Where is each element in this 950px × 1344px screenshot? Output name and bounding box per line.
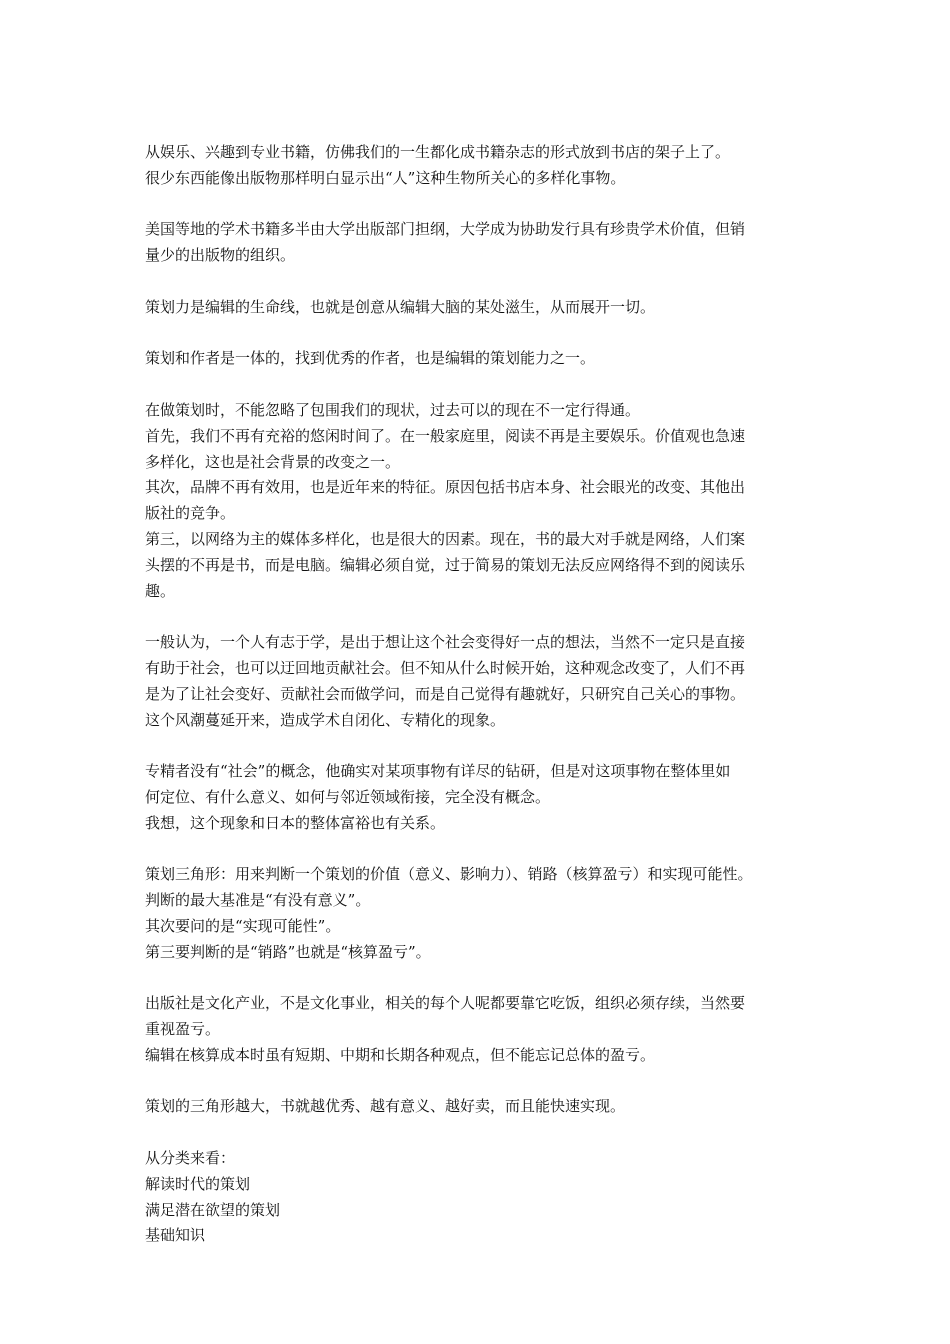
text-line: 编辑在核算成本时虽有短期、中期和长期各种观点，但不能忘记总体的盈亏。 <box>145 1045 656 1064</box>
paragraph-gap <box>145 1120 813 1146</box>
text-line: 是为了让社会变好、贡献社会而做学问，而是自己觉得有趣就好，只研究自己关心的事物。 <box>145 684 746 703</box>
text-line: 从娱乐、兴趣到专业书籍，仿佛我们的一生都化成书籍杂志的形式放到书店的架子上了。 <box>145 143 731 161</box>
text-line: 量少的出版物的组织。 <box>145 246 296 265</box>
text-line: 策划力是编辑的生命线，也就是创意从编辑大脑的某处滋生，从而展开一切。 <box>145 297 656 316</box>
paragraph-gap <box>145 733 813 759</box>
document-page <box>145 140 813 1249</box>
text-line: 专精者没有“社会”的概念，他确实对某项事物有详尽的钻研，但是对这项事物在整体里如 <box>145 762 731 781</box>
text-line: 这个风潮蔓延开来，造成学术自闭化、专精化的现象。 <box>145 710 506 729</box>
text-line: 头摆的不再是书，而是电脑。编辑必须自觉，过于简易的策划无法反应网络得不到的阅读乐 <box>145 555 746 574</box>
paragraph-gap <box>145 604 813 630</box>
paragraph-gap <box>145 966 813 992</box>
paragraph-gap <box>145 269 813 295</box>
text-line: 策划的三角形越大，书就越优秀、越有意义、越好卖，而且能快速实现。 <box>145 1097 626 1116</box>
text-line: 其次，品牌不再有效用，也是近年来的特征。原因包括书店本身、社会眼光的改变、其他出 <box>145 478 746 497</box>
text-line: 美国等地的学术书籍多半由大学出版部门担纲，大学成为协助发行具有珍贵学术价值，但销 <box>145 220 746 239</box>
text-line: 版社的竞争。 <box>145 504 236 523</box>
text-line: 趣。 <box>145 581 176 600</box>
text-line: 很少东西能像出版物那样明白显示出“人”这种生物所关心的多样化事物。 <box>145 168 626 187</box>
paragraph-gap <box>145 837 813 863</box>
text-line: 满足潜在欲望的策划 <box>145 1200 281 1219</box>
text-line: 其次要问的是“实现可能性”。 <box>145 916 341 935</box>
text-line: 策划三角形：用来判断一个策划的价值（意义、影响力）、销路（核算盈亏）和实现可能性。 <box>145 865 753 884</box>
text-line: 解读时代的策划 <box>145 1174 251 1193</box>
text-line: 首先，我们不再有充裕的悠闲时间了。在一般家庭里，阅读不再是主要娱乐。价值观也急速 <box>145 426 746 445</box>
text-line: 多样化，这也是社会背景的改变之一。 <box>145 452 401 471</box>
text-line: 何定位、有什么意义、如何与邻近领域衔接，完全没有概念。 <box>145 787 551 806</box>
text-line: 重视盈亏。 <box>145 1020 221 1039</box>
paragraph-gap <box>145 372 813 398</box>
text-line: 第三，以网络为主的媒体多样化，也是很大的因素。现在，书的最大对手就是网络，人们案 <box>145 529 746 548</box>
text-line: 我想，这个现象和日本的整体富裕也有关系。 <box>145 813 446 832</box>
paragraph-gap <box>145 1069 813 1095</box>
text-line: 出版社是文化产业，不是文化事业，相关的每个人呢都要靠它吃饭，组织必须存续，当然要 <box>145 994 746 1013</box>
paragraph-gap <box>145 192 813 218</box>
text-line: 从分类来看： <box>145 1149 236 1168</box>
text-line: 第三要判断的是“销路”也就是“核算盈亏”。 <box>145 942 431 961</box>
text-line: 基础知识 <box>145 1226 206 1245</box>
text-line: 一般认为，一个人有志于学，是出于想让这个社会变得好一点的想法，当然不一定只是直接 <box>145 633 746 652</box>
text-line: 有助于社会，也可以迂回地贡献社会。但不知从什么时候开始，这种观念改变了，人们不再 <box>145 658 746 677</box>
paragraph-gap <box>145 321 813 347</box>
text-line: 在做策划时，不能忽略了包围我们的现状，过去可以的现在不一定行得通。 <box>145 400 641 419</box>
text-line: 判断的最大基准是“有没有意义”。 <box>145 891 371 910</box>
text-line: 策划和作者是一体的，找到优秀的作者，也是编辑的策划能力之一。 <box>145 349 596 368</box>
